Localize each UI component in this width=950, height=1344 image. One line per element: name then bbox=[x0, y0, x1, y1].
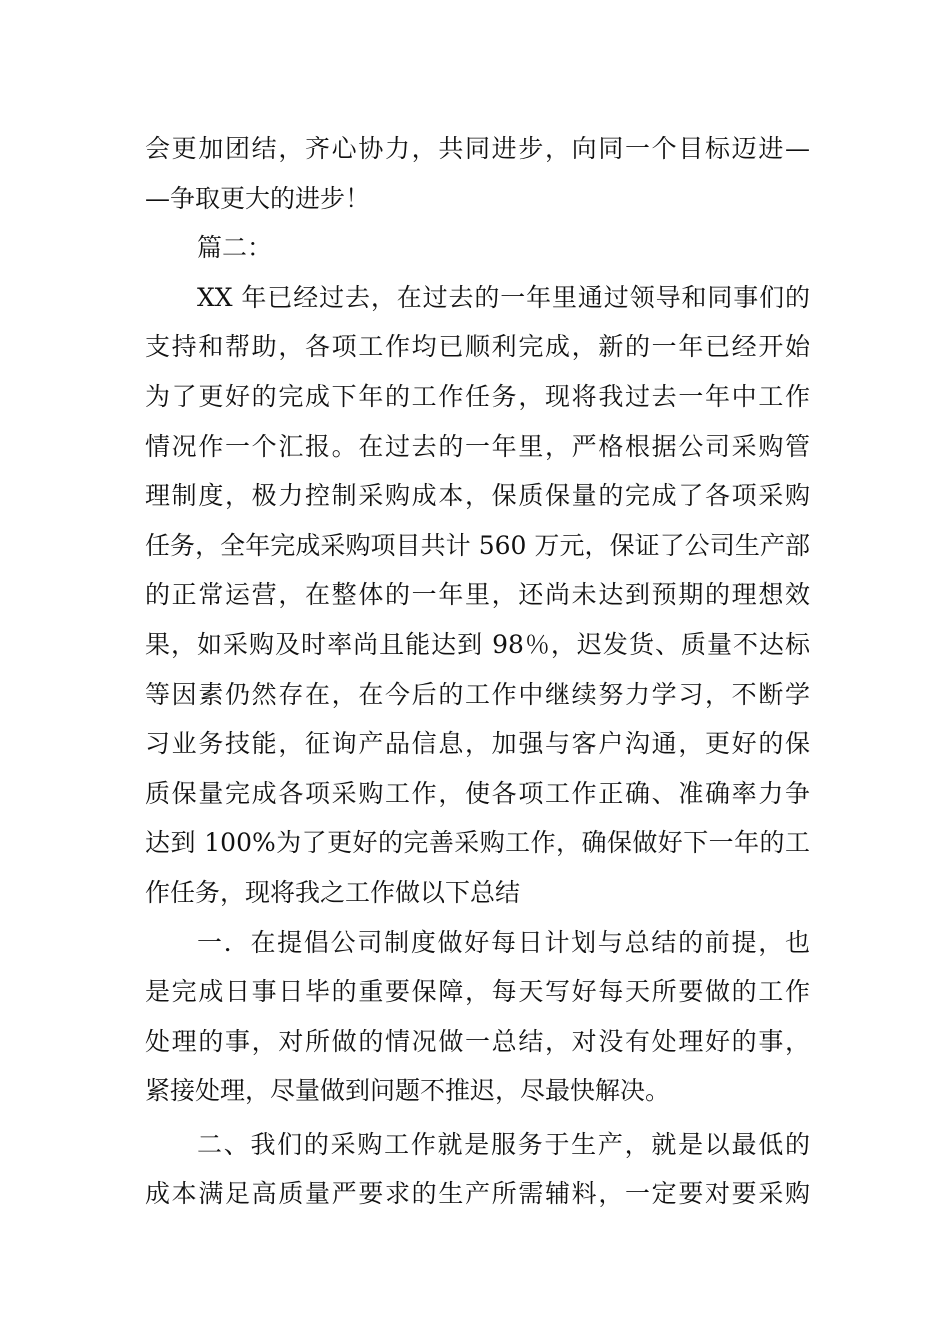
text-line: 处理的事，对所做的情况做一总结，对没有处理好的事， bbox=[145, 1026, 810, 1056]
text-line: 质保量完成各项采购工作，使各项工作正确、准确率力争 bbox=[145, 778, 810, 808]
text-line: 成本满足高质量严要求的生产所需辅料，一定要对要采购 bbox=[145, 1179, 810, 1209]
text-line: 紧接处理，尽量做到问题不推迟，尽最快解决。 bbox=[145, 1076, 671, 1106]
paragraph-first-line: 一．在提倡公司制度做好每日计划与总结的前提，也 bbox=[197, 927, 810, 957]
text-line: 为了更好的完成下年的工作任务，现将我过去一年中工作 bbox=[145, 381, 810, 411]
text-line: 果，如采购及时率尚且能达到 98％，迟发货、质量不达标 bbox=[145, 629, 810, 659]
section-heading: 篇二： bbox=[197, 233, 273, 263]
text-line: 等因素仍然存在，在今后的工作中继续努力学习，不断学 bbox=[145, 679, 810, 709]
paragraph-first-line: XX 年已经过去，在过去的一年里通过领导和同事们的 bbox=[197, 282, 810, 312]
text-line: 习业务技能，征询产品信息，加强与客户沟通，更好的保 bbox=[145, 729, 810, 759]
text-line: 情况作一个汇报。在过去的一年里，严格根据公司采购管 bbox=[145, 431, 810, 461]
text-line: 支持和帮助，各项工作均已顺利完成，新的一年已经开始 bbox=[145, 332, 810, 362]
text-line: 会更加团结，齐心协力，共同进步，向同一个目标迈进— bbox=[145, 134, 810, 163]
text-line: 任务，全年完成采购项目共计 560 万元，保证了公司生产部 bbox=[145, 530, 810, 560]
text-line: 的正常运营，在整体的一年里，还尚未达到预期的理想效 bbox=[145, 580, 810, 610]
document-body bbox=[145, 124, 810, 1219]
paragraph-first-line: 二、我们的采购工作就是服务于生产，就是以最低的 bbox=[197, 1129, 810, 1159]
text-line: 理制度，极力控制采购成本，保质保量的完成了各项采购 bbox=[145, 481, 810, 511]
text-line: 是完成日事日毕的重要保障，每天写好每天所要做的工作 bbox=[145, 977, 810, 1007]
text-line: —争取更大的进步！ bbox=[145, 183, 371, 213]
text-line: 作任务，现将我之工作做以下总结 bbox=[145, 877, 521, 907]
text-line: 达到 100%为了更好的完善采购工作，确保做好下一年的工 bbox=[145, 828, 810, 858]
